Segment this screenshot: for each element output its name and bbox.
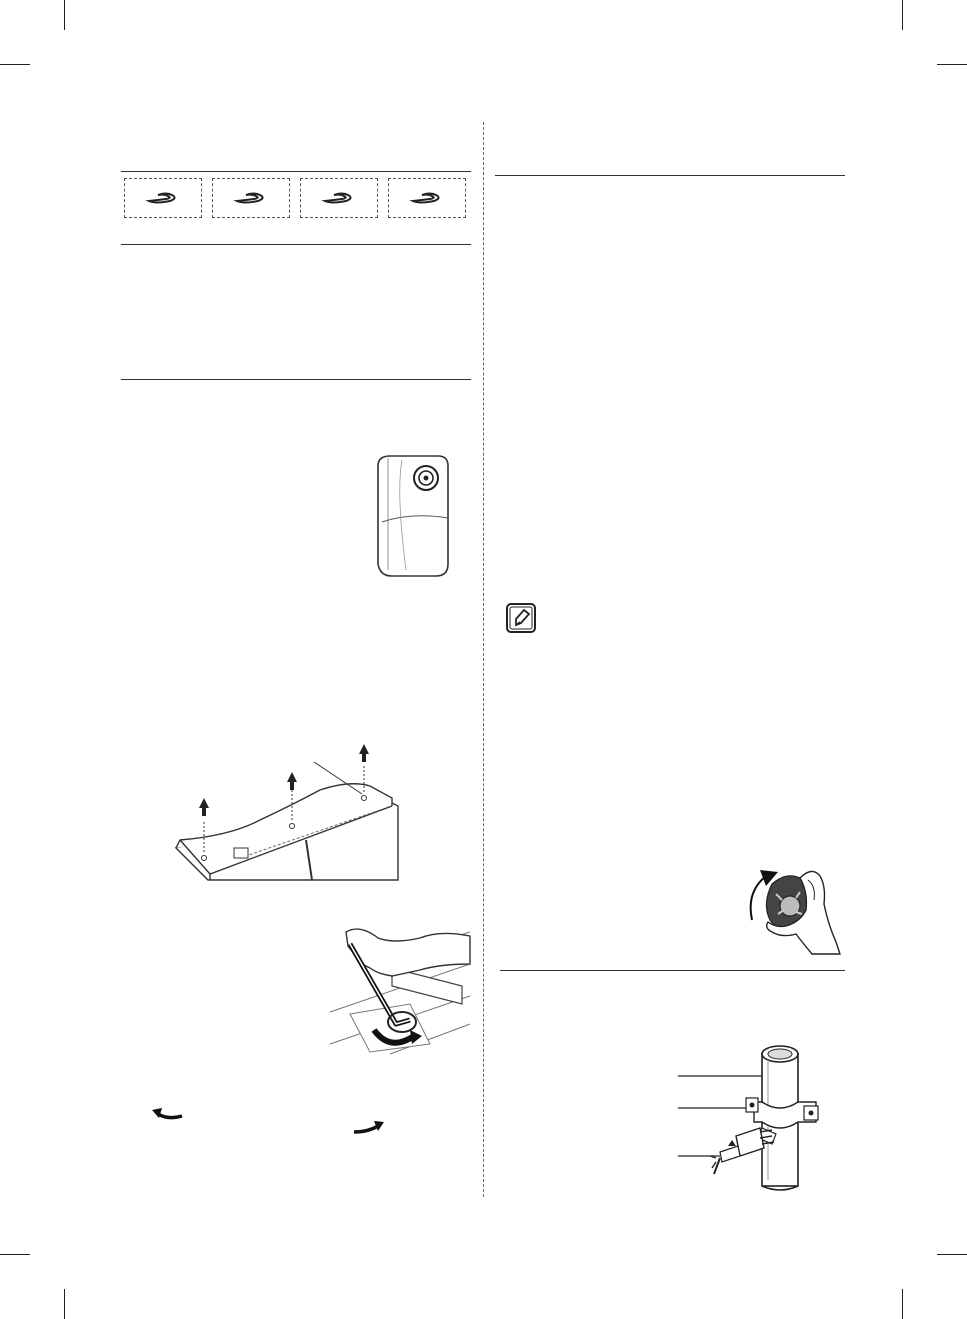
crop-mark — [0, 1254, 30, 1255]
door-hinge-cover-illustration — [170, 740, 410, 882]
crop-mark — [902, 0, 903, 30]
crop-mark — [64, 1289, 65, 1319]
water-filter-illustration — [372, 452, 452, 580]
clip-icon — [322, 191, 356, 205]
section-rule — [121, 171, 471, 172]
note-pencil-icon — [506, 603, 536, 633]
filter-knob-turn-illustration — [742, 862, 842, 958]
clip-item — [124, 178, 202, 218]
section-rule — [121, 379, 471, 380]
clip-item — [212, 178, 290, 218]
hex-wrench-adjustment-illustration — [330, 924, 470, 1054]
pipe-saddle-valve-illustration — [676, 1040, 836, 1192]
crop-mark — [0, 64, 30, 65]
crop-mark — [937, 64, 967, 65]
clip-icon — [146, 191, 180, 205]
rotate-right-arrow-icon — [352, 1120, 386, 1136]
crop-mark — [937, 1254, 967, 1255]
column-divider — [483, 122, 484, 1197]
clip-item — [388, 178, 466, 218]
clip-icon — [410, 191, 444, 205]
crop-mark — [902, 1289, 903, 1319]
rotate-left-arrow-icon — [150, 1106, 184, 1122]
clip-item — [300, 178, 378, 218]
section-rule — [121, 244, 471, 245]
crop-mark — [64, 0, 65, 30]
section-rule — [495, 175, 845, 176]
section-rule — [500, 970, 845, 971]
clip-icon — [234, 191, 268, 205]
